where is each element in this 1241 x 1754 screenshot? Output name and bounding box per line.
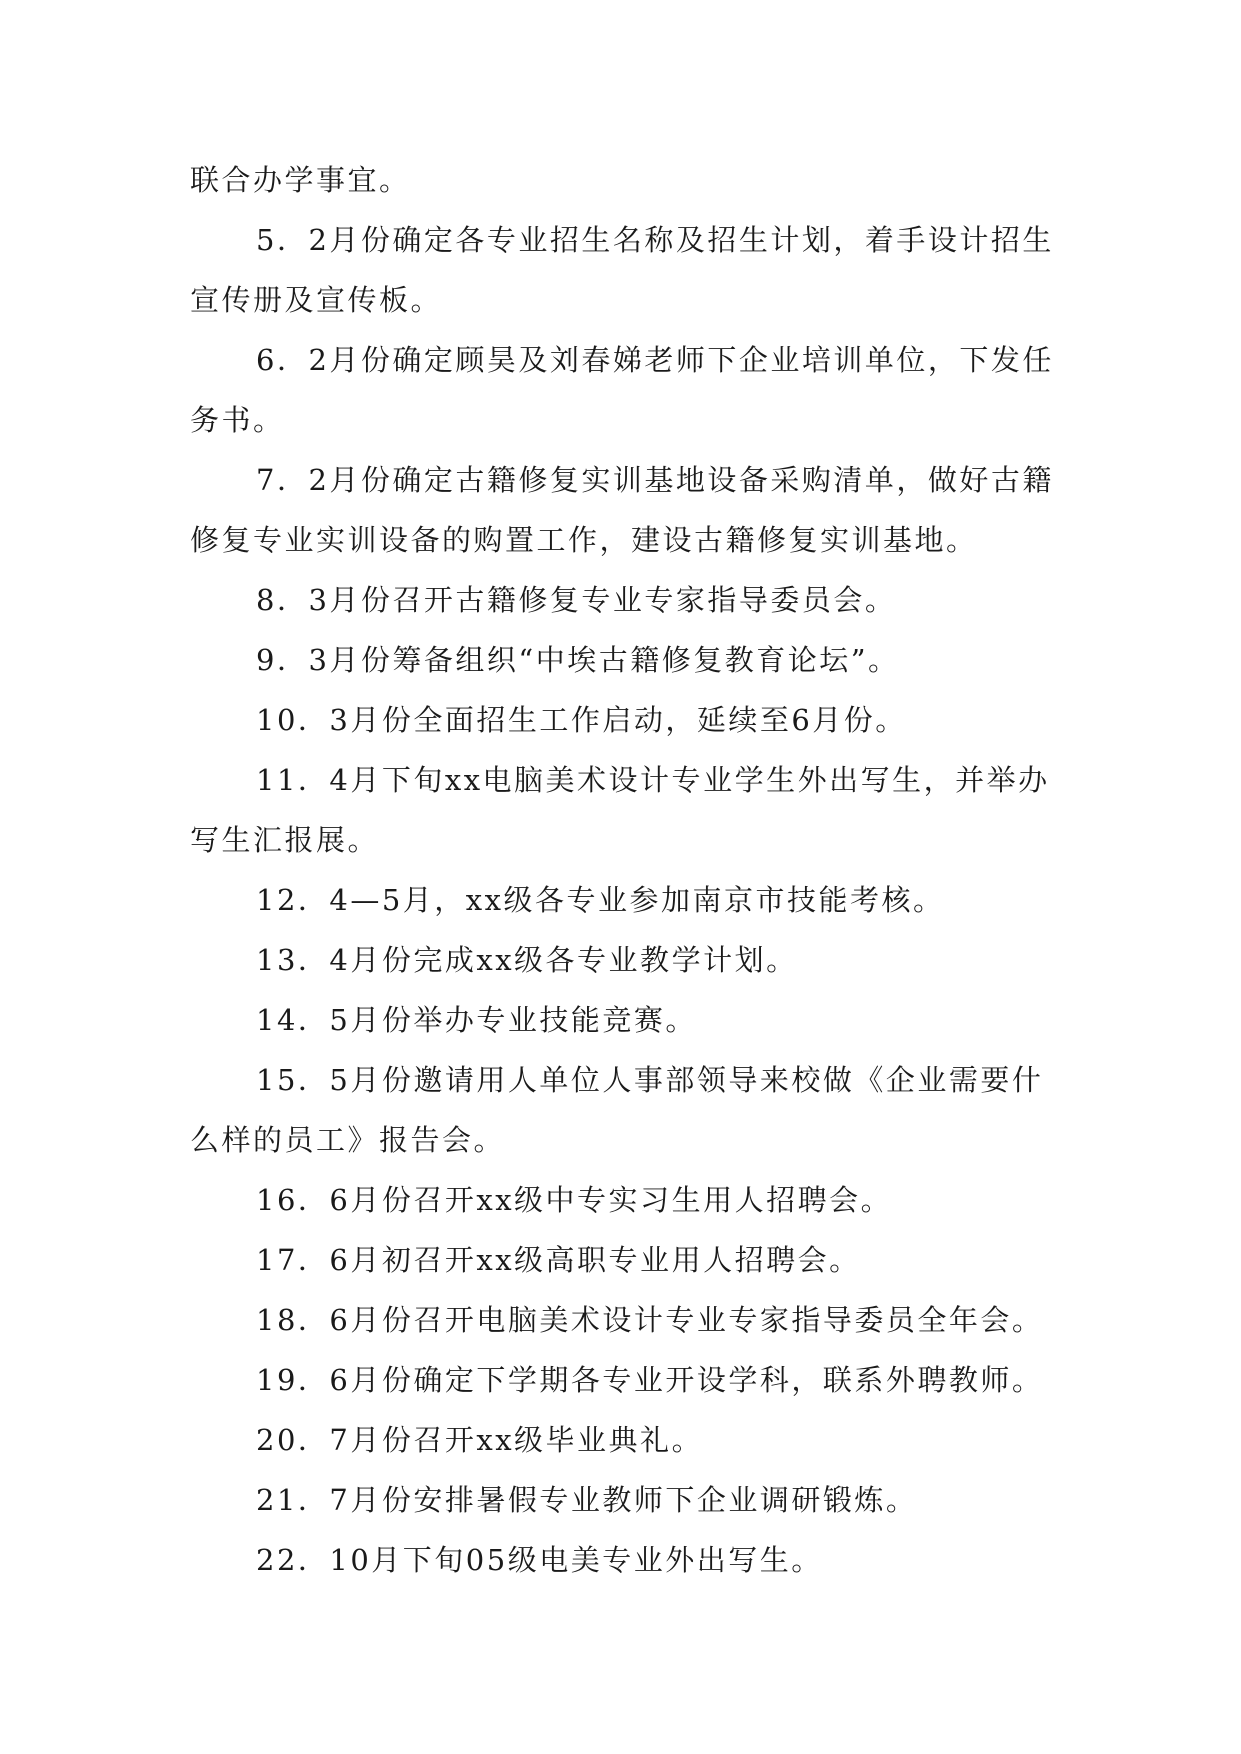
list-item-19: 19．6月份确定下学期各专业开设学科，联系外聘教师。 (256, 1363, 1044, 1397)
list-item-15: 15．5月份邀请用人单位人事部领导来校做《企业需要什么样的员工》报告会。 (190, 1063, 1044, 1157)
list-item-5: 5．2月份确定各专业招生名称及招生计划，着手设计招生宣传册及宣传板。 (190, 223, 1054, 317)
list-item-8: 8．3月份召开古籍修复专业专家指导委员会。 (256, 583, 897, 617)
list-item-20: 20．7月份召开xx级毕业典礼。 (256, 1423, 704, 1457)
list-item-13: 13．4月份完成xx级各专业教学计划。 (256, 943, 798, 977)
list-item-16: 16．6月份召开xx级中专实习生用人招聘会。 (256, 1183, 893, 1217)
list-item-7: 7．2月份确定古籍修复实训基地设备采购清单，做好古籍修复专业实训设备的购置工作，建设古籍修复实训基地。 (190, 463, 1054, 557)
list-item-21: 21．7月份安排暑假专业教师下企业调研锻炼。 (256, 1483, 918, 1517)
list-item-14: 14．5月份举办专业技能竞赛。 (256, 1003, 697, 1037)
document-body (190, 150, 1070, 1590)
list-item-11: 11．4月下旬xx电脑美术设计专业学生外出写生，并举办写生汇报展。 (190, 763, 1050, 857)
list-item-10: 10．3月份全面招生工作启动，延续至6月份。 (256, 703, 907, 737)
list-item-18: 18．6月份召开电脑美术设计专业专家指导委员全年会。 (256, 1303, 1044, 1337)
paragraph-continued: 联合办学事宜。 (190, 163, 411, 197)
list-item-6: 6．2月份确定顾昊及刘春娣老师下企业培训单位，下发任务书。 (190, 343, 1054, 437)
list-item-17: 17．6月初召开xx级高职专业用人招聘会。 (256, 1243, 861, 1277)
list-item-9: 9．3月份筹备组织“中埃古籍修复教育论坛”。 (256, 643, 900, 677)
list-item-22: 22．10月下旬05级电美专业外出写生。 (256, 1543, 823, 1577)
list-item-12: 12．4—5月，xx级各专业参加南京市技能考核。 (256, 883, 945, 917)
